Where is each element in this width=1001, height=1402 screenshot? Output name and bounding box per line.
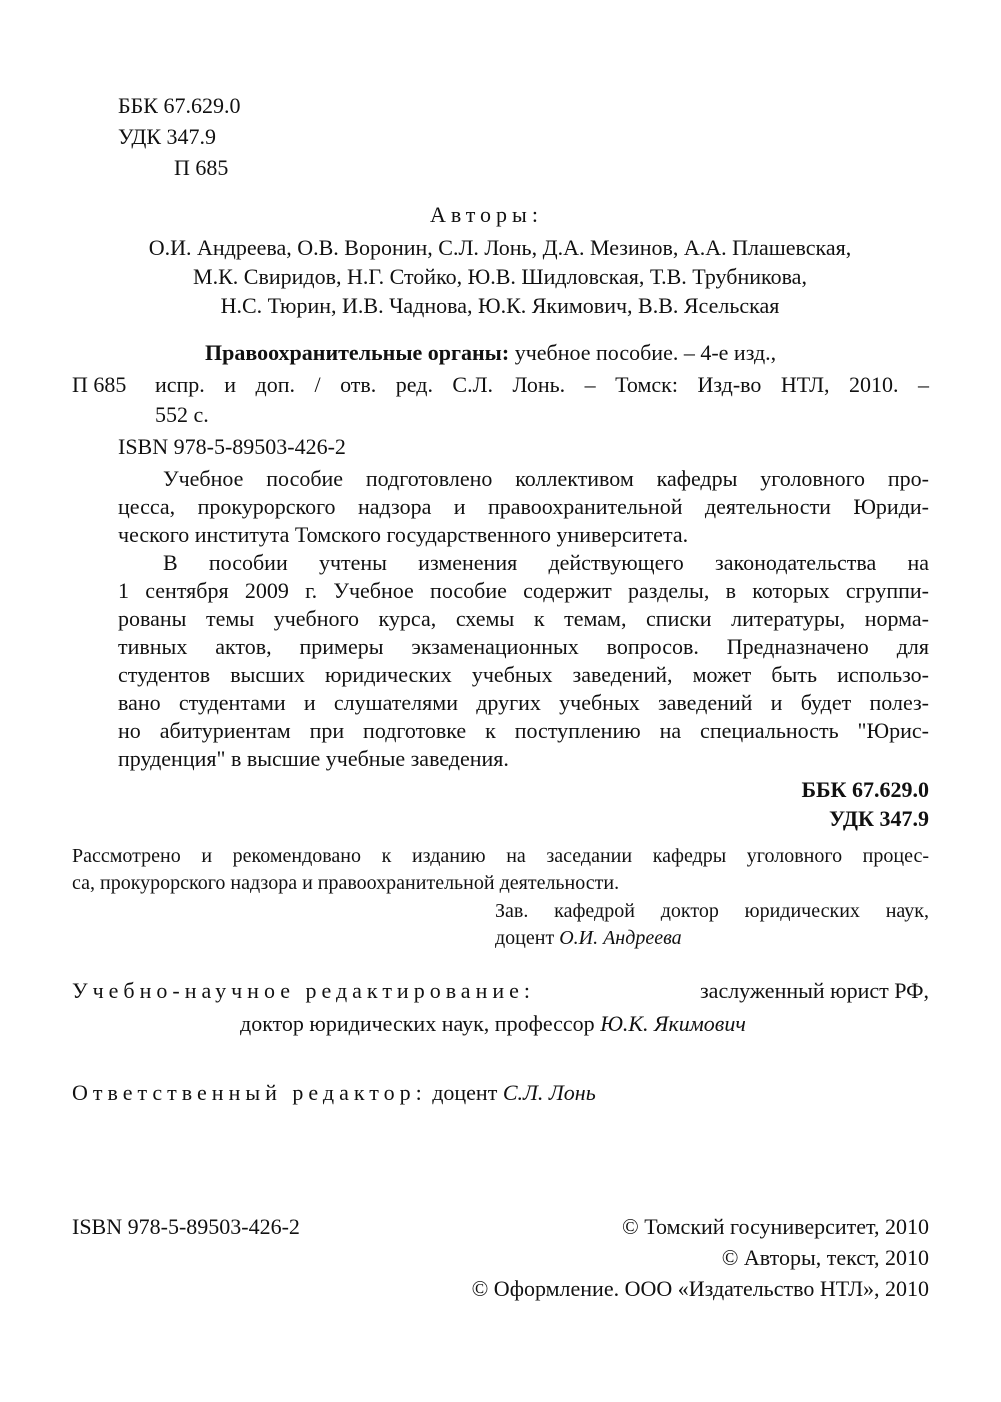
editing-name: Ю.К. Якимович	[600, 1011, 746, 1036]
abstract-p2-line-4: тивных актов, примеры экзаменационных вопросов. Предназначено для	[118, 634, 929, 659]
editing-label: Учебно-научное редактирование:	[72, 978, 535, 1003]
authors-line-1: О.И. Андреева, О.В. Воронин, С.Л. Лонь, Д.А. Мезинов, А.А. Плашевская,	[148, 235, 852, 260]
approval-line-1: Рассмотрено и рекомендовано к изданию на заседании кафедры уголовного процес-	[72, 845, 929, 867]
editing-degree: доктор юридических наук, профессор	[240, 1011, 601, 1036]
abstract-p2-line-2: 1 сентября 2009 г. Учебное пособие содержит разделы, в которых сгруппи-	[118, 578, 929, 603]
responsible-editor-title: доцент	[426, 1080, 503, 1105]
responsible-editor-line	[72, 1080, 596, 1106]
book-title: Правоохранительные органы:	[205, 340, 510, 365]
authors-heading: Авторы:	[430, 202, 543, 227]
biblio-line-2: испр. и доп. / отв. ред. С.Л. Лонь. – Томск: Изд-во НТЛ, 2010. –	[155, 372, 929, 397]
authors-line-3: Н.С. Тюрин, И.В. Чаднова, Ю.К. Якимович, В.В. Ясельская	[220, 293, 780, 318]
editing-line-1	[72, 978, 929, 1004]
authors-line-2: М.К. Свиридов, Н.Г. Стойко, Ю.В. Шидловская, Т.В. Трубникова,	[193, 264, 807, 289]
book-title-rest: учебное пособие. – 4-е изд.,	[509, 340, 777, 365]
department-head-name: О.И. Андреева	[559, 927, 682, 949]
isbn-footer: ISBN 978-5-89503-426-2	[72, 1214, 300, 1239]
department-head-title: доцент	[495, 927, 560, 949]
abstract-p2-line-7: но абитуриентам при подготовке к поступлению на специальность "Юрис-	[118, 718, 929, 743]
abstract-p2-line-8: пруденция" в высшие учебные заведения.	[118, 746, 509, 771]
author-index-top: П 685	[174, 155, 229, 180]
editing-rank: заслуженный юрист РФ,	[699, 978, 929, 1003]
abstract-p1-line-1: Учебное пособие подготовлено коллективом кафедры уголовного про-	[163, 466, 929, 491]
abstract-p2-line-5: студентов высших юридических учебных заведений, может быть использо-	[118, 662, 929, 687]
copyright-university: © Томский госуниверситет, 2010	[622, 1214, 929, 1239]
responsible-editor-label: Ответственный редактор:	[72, 1080, 427, 1105]
editing-line-2	[240, 1011, 746, 1037]
approval-line-2: са, прокурорского надзора и правоохранительной деятельности.	[72, 872, 620, 894]
abstract-p2-line-6: вано студентами и слушателями других учебных заведений и будет полез-	[118, 690, 929, 715]
copyright-design: © Оформление. ООО «Издательство НТЛ», 2010	[471, 1276, 929, 1301]
department-head-line-1: Зав. кафедрой доктор юридических наук,	[495, 900, 929, 922]
abstract-p1-line-2: цесса, прокурорского надзора и правоохранительной деятельности Юриди-	[118, 494, 929, 519]
bbk-code-top: ББК 67.629.0	[118, 93, 241, 118]
responsible-editor-name: С.Л. Лонь	[502, 1080, 596, 1105]
abstract-p2-line-3: рованы темы учебного курса, схемы к темам, списки литературы, норма-	[118, 606, 929, 631]
bbk-code-bottom: ББК 67.629.0	[801, 777, 929, 802]
author-index-biblio: П 685	[72, 372, 127, 397]
abstract-p2-line-1: В пособии учтены изменения действующего законодательства на	[163, 550, 929, 575]
udk-code-bottom: УДК 347.9	[828, 806, 929, 831]
book-title-line	[205, 340, 929, 366]
biblio-pages: 552 с.	[155, 402, 209, 427]
abstract-p1-line-3: ческого института Томского государственного университета.	[118, 522, 689, 547]
copyright-authors: © Авторы, текст, 2010	[721, 1245, 929, 1270]
department-head-line-2	[495, 925, 682, 951]
isbn-biblio: ISBN 978-5-89503-426-2	[118, 434, 346, 459]
udk-code-top: УДК 347.9	[118, 124, 217, 149]
